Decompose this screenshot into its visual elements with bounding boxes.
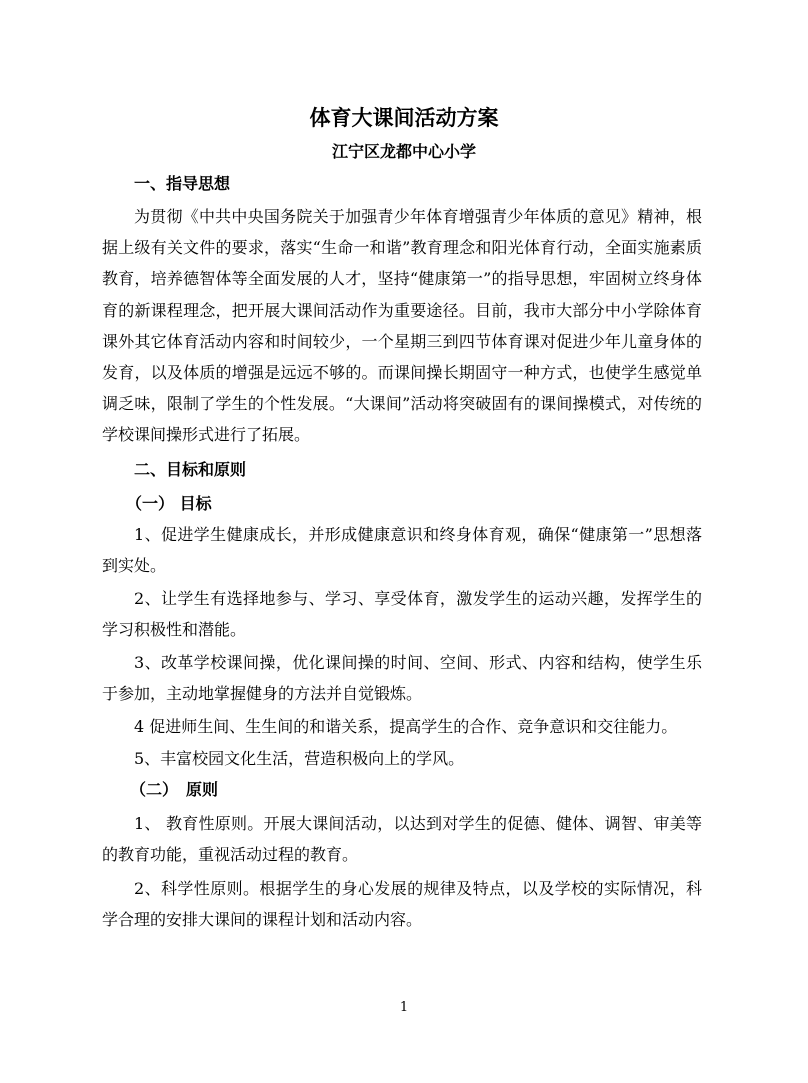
subheading-principles: （二） 原则 — [130, 780, 219, 799]
paragraph-guiding-thought: 为贯彻《中共中央国务院关于加强青少年体育增强青少年体质的意见》精神，根据上级有关文件的要求，落实“生命一和谐”教育理念和阳光体育行动，全面实施素质教育，培养德智体等全面发展的人才，坚持“健康第一”的指导思想，牢固树立终身体育的新课程理念，把开展大课间活动作为重要途径。目前，我市大部分中小学除体育课外其它体育活动内容和时间较少，一个星期三到四节体育课对促进少年儿童身体的发育，以及体质的增强是远远不够的。而课间操长期固守一种方式，也使学生感觉单调乏味，限制了学生的个性发展。“大课间”活动将突破固有的课间操模式，对传统的学校课间操形式进行了拓展。 — [102, 207, 702, 445]
goal-item: 5、丰富校园文化生活，营造积极向上的学风。 — [134, 749, 465, 768]
page-number: 1 — [399, 1000, 409, 1015]
goal-item: 2、让学生有选择地参与、学习、享受体育，激发学生的运动兴趣，发挥学生的学习积极性和潜能。 — [102, 589, 702, 640]
document-title: 体育大课间活动方案 — [309, 105, 499, 130]
subheading-goals: （一） 目标 — [126, 494, 212, 513]
section-heading-goals-principles: 二、目标和原则 — [134, 460, 247, 479]
document-subtitle: 江宁区龙都中心小学 — [331, 142, 476, 161]
principle-item: 1、 教育性原则。开展大课间活动，以达到对学生的促德、健体、调智、审美等的教育功能，重视活动过程的教育。 — [102, 814, 702, 865]
goal-item: 1、促进学生健康成长，并形成健康意识和终身体育观，确保“健康第一”思想落到实处。 — [102, 525, 702, 576]
principle-item: 2、科学性原则。根据学生的身心发展的规律及特点，以及学校的实际情况，科学合理的安排大课间的课程计划和活动内容。 — [102, 879, 702, 930]
section-heading-guiding-thought: 一、指导思想 — [134, 174, 231, 193]
goal-item: 4 促进师生间、生生间的和谐关系，提高学生的合作、竞争意识和交往能力。 — [134, 717, 678, 736]
goal-item: 3、改革学校课间操，优化课间操的时间、空间、形式、内容和结构，使学生乐于参加，主动地掌握健身的方法并自觉锻炼。 — [102, 653, 702, 704]
